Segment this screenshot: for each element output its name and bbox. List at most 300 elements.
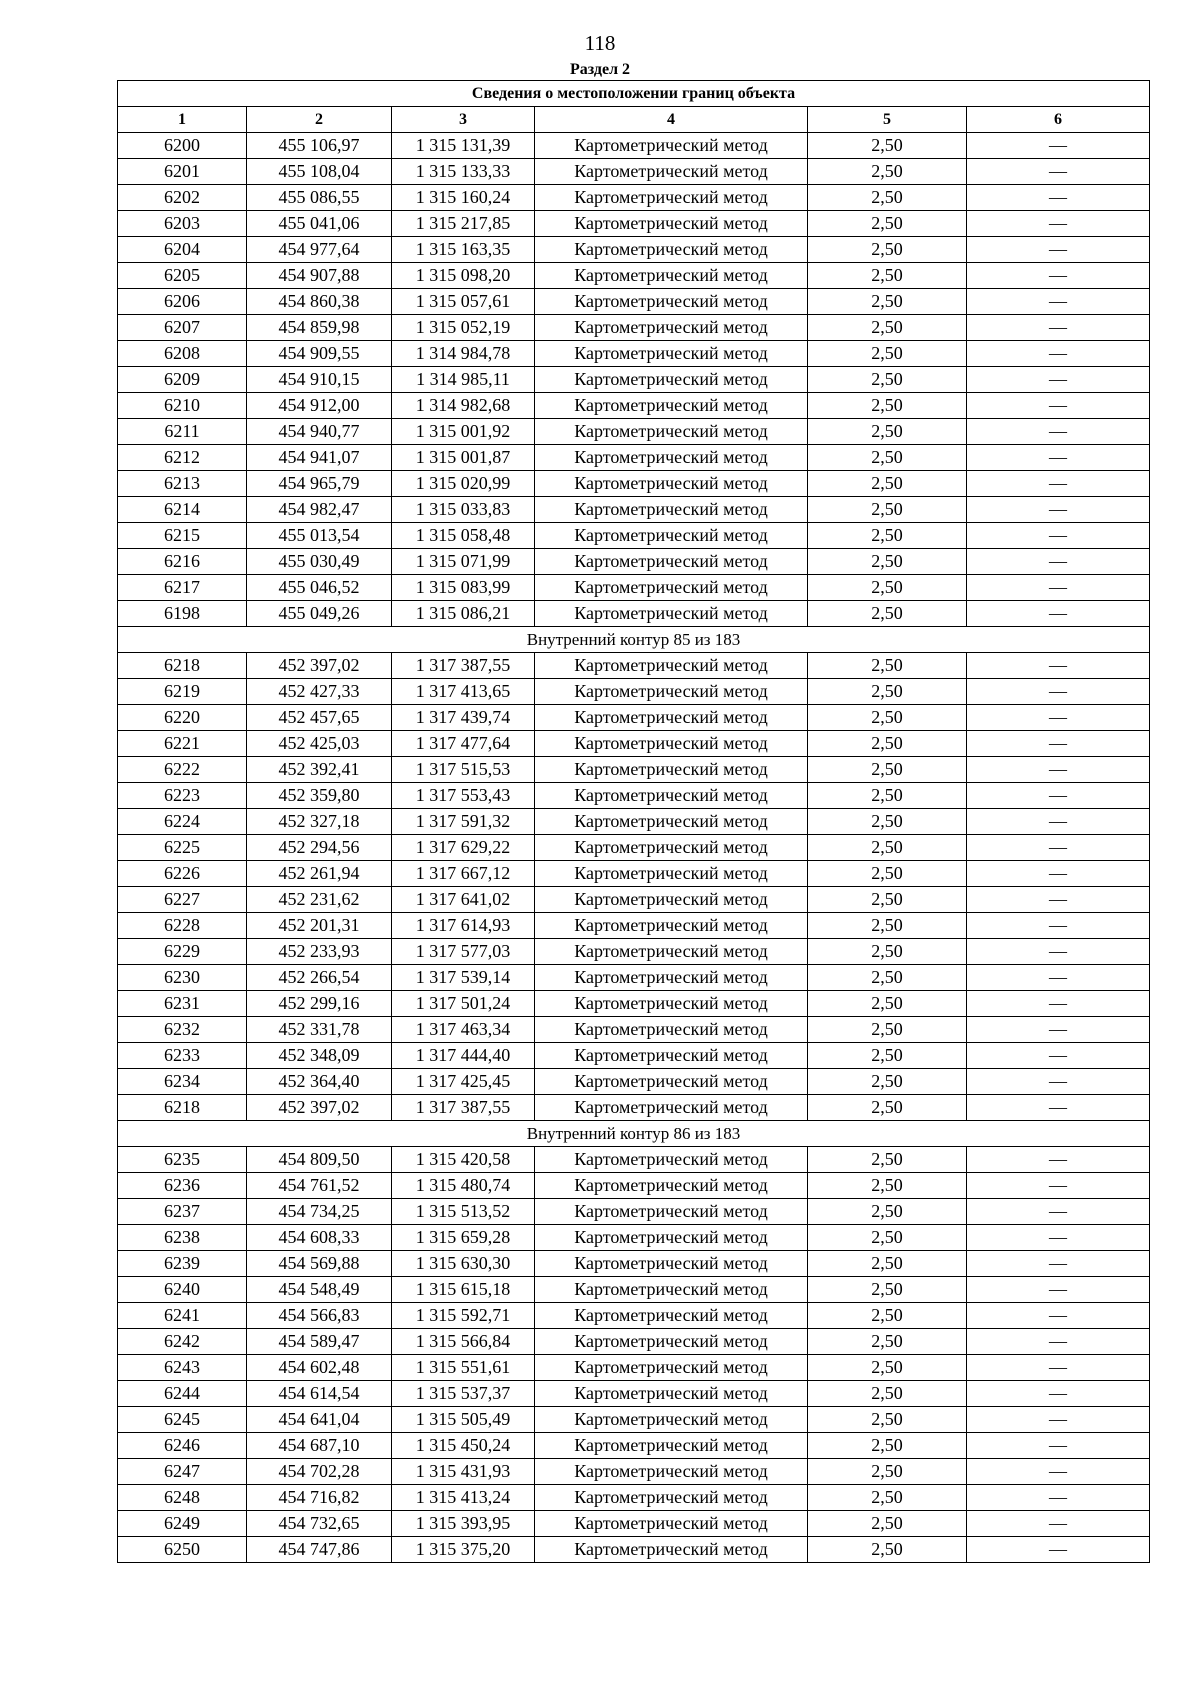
method-cell: Картометрический метод xyxy=(535,575,808,601)
description-cell: — xyxy=(967,523,1150,549)
description-cell: — xyxy=(967,913,1150,939)
table-row xyxy=(118,159,1150,185)
y-coordinate-cell: 1 315 033,83 xyxy=(392,497,535,523)
accuracy-cell: 2,50 xyxy=(808,575,967,601)
accuracy-cell: 2,50 xyxy=(808,1511,967,1537)
description-cell: — xyxy=(967,1147,1150,1173)
y-coordinate-cell: 1 315 052,19 xyxy=(392,315,535,341)
y-coordinate-cell: 1 317 439,74 xyxy=(392,705,535,731)
table-row xyxy=(118,1043,1150,1069)
description-cell: — xyxy=(967,315,1150,341)
accuracy-cell: 2,50 xyxy=(808,861,967,887)
table-row xyxy=(118,185,1150,211)
point-number-cell: 6224 xyxy=(118,809,247,835)
method-cell: Картометрический метод xyxy=(535,601,808,627)
table-row xyxy=(118,263,1150,289)
y-coordinate-cell: 1 315 420,58 xyxy=(392,1147,535,1173)
method-cell: Картометрический метод xyxy=(535,1485,808,1511)
table-row xyxy=(118,341,1150,367)
description-cell: — xyxy=(967,601,1150,627)
point-number-cell: 6229 xyxy=(118,939,247,965)
table-row xyxy=(118,965,1150,991)
x-coordinate-cell: 454 702,28 xyxy=(247,1459,392,1485)
accuracy-cell: 2,50 xyxy=(808,1459,967,1485)
accuracy-cell: 2,50 xyxy=(808,211,967,237)
description-cell: — xyxy=(967,1303,1150,1329)
table-row xyxy=(118,809,1150,835)
point-number-cell: 6235 xyxy=(118,1147,247,1173)
accuracy-cell: 2,50 xyxy=(808,965,967,991)
x-coordinate-cell: 452 233,93 xyxy=(247,939,392,965)
y-coordinate-cell: 1 315 431,93 xyxy=(392,1459,535,1485)
table-row xyxy=(118,237,1150,263)
accuracy-cell: 2,50 xyxy=(808,1537,967,1563)
x-coordinate-cell: 454 569,88 xyxy=(247,1251,392,1277)
x-coordinate-cell: 455 108,04 xyxy=(247,159,392,185)
method-cell: Картометрический метод xyxy=(535,315,808,341)
y-coordinate-cell: 1 317 444,40 xyxy=(392,1043,535,1069)
method-cell: Картометрический метод xyxy=(535,1173,808,1199)
accuracy-cell: 2,50 xyxy=(808,523,967,549)
y-coordinate-cell: 1 315 131,39 xyxy=(392,133,535,159)
method-cell: Картометрический метод xyxy=(535,1303,808,1329)
accuracy-cell: 2,50 xyxy=(808,497,967,523)
y-coordinate-cell: 1 315 001,92 xyxy=(392,419,535,445)
y-coordinate-cell: 1 317 629,22 xyxy=(392,835,535,861)
table-row xyxy=(118,1147,1150,1173)
y-coordinate-cell: 1 315 551,61 xyxy=(392,1355,535,1381)
x-coordinate-cell: 454 907,88 xyxy=(247,263,392,289)
point-number-cell: 6225 xyxy=(118,835,247,861)
description-cell: — xyxy=(967,575,1150,601)
x-coordinate-cell: 454 809,50 xyxy=(247,1147,392,1173)
method-cell: Картометрический метод xyxy=(535,497,808,523)
accuracy-cell: 2,50 xyxy=(808,185,967,211)
table-row xyxy=(118,1381,1150,1407)
description-cell: — xyxy=(967,1225,1150,1251)
x-coordinate-cell: 454 548,49 xyxy=(247,1277,392,1303)
y-coordinate-cell: 1 314 984,78 xyxy=(392,341,535,367)
x-coordinate-cell: 455 013,54 xyxy=(247,523,392,549)
point-number-cell: 6215 xyxy=(118,523,247,549)
accuracy-cell: 2,50 xyxy=(808,1485,967,1511)
accuracy-cell: 2,50 xyxy=(808,1381,967,1407)
y-coordinate-cell: 1 317 591,32 xyxy=(392,809,535,835)
method-cell: Картометрический метод xyxy=(535,783,808,809)
x-coordinate-cell: 452 364,40 xyxy=(247,1069,392,1095)
method-cell: Картометрический метод xyxy=(535,1407,808,1433)
x-coordinate-cell: 454 940,77 xyxy=(247,419,392,445)
column-header: 4 xyxy=(535,107,808,133)
y-coordinate-cell: 1 314 982,68 xyxy=(392,393,535,419)
x-coordinate-cell: 452 392,41 xyxy=(247,757,392,783)
y-coordinate-cell: 1 315 450,24 xyxy=(392,1433,535,1459)
table-row xyxy=(118,497,1150,523)
x-coordinate-cell: 452 331,78 xyxy=(247,1017,392,1043)
x-coordinate-cell: 454 716,82 xyxy=(247,1485,392,1511)
accuracy-cell: 2,50 xyxy=(808,315,967,341)
y-coordinate-cell: 1 315 083,99 xyxy=(392,575,535,601)
table-row xyxy=(118,419,1150,445)
table-row xyxy=(118,445,1150,471)
accuracy-cell: 2,50 xyxy=(808,1303,967,1329)
table-row xyxy=(118,1407,1150,1433)
point-number-cell: 6249 xyxy=(118,1511,247,1537)
y-coordinate-cell: 1 315 375,20 xyxy=(392,1537,535,1563)
accuracy-cell: 2,50 xyxy=(808,1355,967,1381)
method-cell: Картометрический метод xyxy=(535,341,808,367)
accuracy-cell: 2,50 xyxy=(808,341,967,367)
description-cell: — xyxy=(967,1485,1150,1511)
accuracy-cell: 2,50 xyxy=(808,1329,967,1355)
x-coordinate-cell: 454 982,47 xyxy=(247,497,392,523)
y-coordinate-cell: 1 317 667,12 xyxy=(392,861,535,887)
y-coordinate-cell: 1 315 001,87 xyxy=(392,445,535,471)
accuracy-cell: 2,50 xyxy=(808,757,967,783)
accuracy-cell: 2,50 xyxy=(808,705,967,731)
method-cell: Картометрический метод xyxy=(535,1017,808,1043)
method-cell: Картометрический метод xyxy=(535,393,808,419)
accuracy-cell: 2,50 xyxy=(808,913,967,939)
description-cell: — xyxy=(967,783,1150,809)
table-row xyxy=(118,211,1150,237)
table-row xyxy=(118,783,1150,809)
point-number-cell: 6223 xyxy=(118,783,247,809)
method-cell: Картометрический метод xyxy=(535,1381,808,1407)
y-coordinate-cell: 1 317 387,55 xyxy=(392,653,535,679)
x-coordinate-cell: 455 049,26 xyxy=(247,601,392,627)
method-cell: Картометрический метод xyxy=(535,471,808,497)
method-cell: Картометрический метод xyxy=(535,1147,808,1173)
x-coordinate-cell: 455 086,55 xyxy=(247,185,392,211)
description-cell: — xyxy=(967,861,1150,887)
y-coordinate-cell: 1 317 463,34 xyxy=(392,1017,535,1043)
x-coordinate-cell: 454 734,25 xyxy=(247,1199,392,1225)
x-coordinate-cell: 454 614,54 xyxy=(247,1381,392,1407)
point-number-cell: 6216 xyxy=(118,549,247,575)
y-coordinate-cell: 1 315 133,33 xyxy=(392,159,535,185)
point-number-cell: 6209 xyxy=(118,367,247,393)
method-cell: Картометрический метод xyxy=(535,1095,808,1121)
y-coordinate-cell: 1 315 615,18 xyxy=(392,1277,535,1303)
point-number-cell: 6204 xyxy=(118,237,247,263)
y-coordinate-cell: 1 315 020,99 xyxy=(392,471,535,497)
description-cell: — xyxy=(967,1277,1150,1303)
point-number-cell: 6218 xyxy=(118,1095,247,1121)
point-number-cell: 6218 xyxy=(118,653,247,679)
table-row xyxy=(118,1459,1150,1485)
y-coordinate-cell: 1 315 505,49 xyxy=(392,1407,535,1433)
table-row xyxy=(118,1433,1150,1459)
description-cell: — xyxy=(967,679,1150,705)
section-title: Раздел 2 xyxy=(569,61,631,78)
point-number-cell: 6232 xyxy=(118,1017,247,1043)
accuracy-cell: 2,50 xyxy=(808,263,967,289)
x-coordinate-cell: 454 747,86 xyxy=(247,1537,392,1563)
method-cell: Картометрический метод xyxy=(535,705,808,731)
y-coordinate-cell: 1 314 985,11 xyxy=(392,367,535,393)
table-row xyxy=(118,835,1150,861)
table-row xyxy=(118,471,1150,497)
x-coordinate-cell: 454 977,64 xyxy=(247,237,392,263)
method-cell: Картометрический метод xyxy=(535,237,808,263)
description-cell: — xyxy=(967,185,1150,211)
point-number-cell: 6207 xyxy=(118,315,247,341)
point-number-cell: 6244 xyxy=(118,1381,247,1407)
table-row xyxy=(118,549,1150,575)
description-cell: — xyxy=(967,1017,1150,1043)
point-number-cell: 6212 xyxy=(118,445,247,471)
point-number-cell: 6250 xyxy=(118,1537,247,1563)
method-cell: Картометрический метод xyxy=(535,1199,808,1225)
x-coordinate-cell: 455 046,52 xyxy=(247,575,392,601)
description-cell: — xyxy=(967,939,1150,965)
accuracy-cell: 2,50 xyxy=(808,679,967,705)
x-coordinate-cell: 452 397,02 xyxy=(247,1095,392,1121)
table-row xyxy=(118,1329,1150,1355)
accuracy-cell: 2,50 xyxy=(808,939,967,965)
y-coordinate-cell: 1 315 098,20 xyxy=(392,263,535,289)
point-number-cell: 6226 xyxy=(118,861,247,887)
point-number-cell: 6203 xyxy=(118,211,247,237)
description-cell: — xyxy=(967,1095,1150,1121)
point-number-cell: 6201 xyxy=(118,159,247,185)
table-row xyxy=(118,393,1150,419)
column-number-row xyxy=(118,107,1150,133)
x-coordinate-cell: 452 327,18 xyxy=(247,809,392,835)
method-cell: Картометрический метод xyxy=(535,809,808,835)
description-cell: — xyxy=(967,471,1150,497)
description-cell: — xyxy=(967,991,1150,1017)
method-cell: Картометрический метод xyxy=(535,185,808,211)
point-number-cell: 6202 xyxy=(118,185,247,211)
method-cell: Картометрический метод xyxy=(535,419,808,445)
table-row xyxy=(118,991,1150,1017)
y-coordinate-cell: 1 315 592,71 xyxy=(392,1303,535,1329)
table-row xyxy=(118,1095,1150,1121)
method-cell: Картометрический метод xyxy=(535,913,808,939)
description-cell: — xyxy=(967,835,1150,861)
description-cell: — xyxy=(967,809,1150,835)
method-cell: Картометрический метод xyxy=(535,159,808,185)
method-cell: Картометрический метод xyxy=(535,965,808,991)
point-number-cell: 6210 xyxy=(118,393,247,419)
table-row xyxy=(118,653,1150,679)
accuracy-cell: 2,50 xyxy=(808,1199,967,1225)
point-number-cell: 6206 xyxy=(118,289,247,315)
method-cell: Картометрический метод xyxy=(535,679,808,705)
x-coordinate-cell: 454 941,07 xyxy=(247,445,392,471)
table-row xyxy=(118,1355,1150,1381)
accuracy-cell: 2,50 xyxy=(808,237,967,263)
method-cell: Картометрический метод xyxy=(535,211,808,237)
description-cell: — xyxy=(967,133,1150,159)
y-coordinate-cell: 1 315 057,61 xyxy=(392,289,535,315)
point-number-cell: 6245 xyxy=(118,1407,247,1433)
method-cell: Картометрический метод xyxy=(535,289,808,315)
description-cell: — xyxy=(967,757,1150,783)
method-cell: Картометрический метод xyxy=(535,523,808,549)
method-cell: Картометрический метод xyxy=(535,367,808,393)
y-coordinate-cell: 1 315 160,24 xyxy=(392,185,535,211)
point-number-cell: 6220 xyxy=(118,705,247,731)
x-coordinate-cell: 454 641,04 xyxy=(247,1407,392,1433)
boundary-table xyxy=(117,80,1150,1563)
x-coordinate-cell: 452 348,09 xyxy=(247,1043,392,1069)
method-cell: Картометрический метод xyxy=(535,1043,808,1069)
x-coordinate-cell: 452 359,80 xyxy=(247,783,392,809)
table-row xyxy=(118,575,1150,601)
column-header: 2 xyxy=(247,107,392,133)
y-coordinate-cell: 1 315 630,30 xyxy=(392,1251,535,1277)
accuracy-cell: 2,50 xyxy=(808,601,967,627)
x-coordinate-cell: 455 106,97 xyxy=(247,133,392,159)
method-cell: Картометрический метод xyxy=(535,1459,808,1485)
point-number-cell: 6242 xyxy=(118,1329,247,1355)
contour-header-row xyxy=(118,1121,1150,1147)
table-row xyxy=(118,1069,1150,1095)
table-row xyxy=(118,367,1150,393)
accuracy-cell: 2,50 xyxy=(808,1017,967,1043)
table-row xyxy=(118,1303,1150,1329)
y-coordinate-cell: 1 315 071,99 xyxy=(392,549,535,575)
x-coordinate-cell: 454 566,83 xyxy=(247,1303,392,1329)
y-coordinate-cell: 1 317 413,65 xyxy=(392,679,535,705)
table-row xyxy=(118,757,1150,783)
table-row xyxy=(118,705,1150,731)
method-cell: Картометрический метод xyxy=(535,1225,808,1251)
accuracy-cell: 2,50 xyxy=(808,1251,967,1277)
accuracy-cell: 2,50 xyxy=(808,393,967,419)
x-coordinate-cell: 454 910,15 xyxy=(247,367,392,393)
method-cell: Картометрический метод xyxy=(535,445,808,471)
accuracy-cell: 2,50 xyxy=(808,1433,967,1459)
x-coordinate-cell: 452 231,62 xyxy=(247,887,392,913)
description-cell: — xyxy=(967,419,1150,445)
table-row xyxy=(118,1173,1150,1199)
method-cell: Картометрический метод xyxy=(535,939,808,965)
table-body xyxy=(118,133,1150,1563)
y-coordinate-cell: 1 315 513,52 xyxy=(392,1199,535,1225)
description-cell: — xyxy=(967,237,1150,263)
point-number-cell: 6219 xyxy=(118,679,247,705)
table-row xyxy=(118,1017,1150,1043)
x-coordinate-cell: 454 909,55 xyxy=(247,341,392,367)
method-cell: Картометрический метод xyxy=(535,1433,808,1459)
description-cell: — xyxy=(967,549,1150,575)
description-cell: — xyxy=(967,705,1150,731)
y-coordinate-cell: 1 317 477,64 xyxy=(392,731,535,757)
point-number-cell: 6213 xyxy=(118,471,247,497)
accuracy-cell: 2,50 xyxy=(808,783,967,809)
x-coordinate-cell: 454 732,65 xyxy=(247,1511,392,1537)
description-cell: — xyxy=(967,1355,1150,1381)
table-row xyxy=(118,887,1150,913)
accuracy-cell: 2,50 xyxy=(808,887,967,913)
accuracy-cell: 2,50 xyxy=(808,445,967,471)
description-cell: — xyxy=(967,367,1150,393)
y-coordinate-cell: 1 317 641,02 xyxy=(392,887,535,913)
method-cell: Картометрический метод xyxy=(535,731,808,757)
x-coordinate-cell: 452 299,16 xyxy=(247,991,392,1017)
x-coordinate-cell: 454 608,33 xyxy=(247,1225,392,1251)
point-number-cell: 6238 xyxy=(118,1225,247,1251)
table-row xyxy=(118,1485,1150,1511)
point-number-cell: 6231 xyxy=(118,991,247,1017)
description-cell: — xyxy=(967,497,1150,523)
y-coordinate-cell: 1 317 614,93 xyxy=(392,913,535,939)
point-number-cell: 6239 xyxy=(118,1251,247,1277)
point-number-cell: 6208 xyxy=(118,341,247,367)
method-cell: Картометрический метод xyxy=(535,1355,808,1381)
x-coordinate-cell: 455 030,49 xyxy=(247,549,392,575)
description-cell: — xyxy=(967,731,1150,757)
accuracy-cell: 2,50 xyxy=(808,1095,967,1121)
table-row xyxy=(118,523,1150,549)
table-row xyxy=(118,731,1150,757)
column-header: 6 xyxy=(967,107,1150,133)
description-cell: — xyxy=(967,445,1150,471)
x-coordinate-cell: 455 041,06 xyxy=(247,211,392,237)
description-cell: — xyxy=(967,1407,1150,1433)
y-coordinate-cell: 1 317 387,55 xyxy=(392,1095,535,1121)
description-cell: — xyxy=(967,1459,1150,1485)
table-row xyxy=(118,1277,1150,1303)
table-row xyxy=(118,939,1150,965)
x-coordinate-cell: 452 457,65 xyxy=(247,705,392,731)
y-coordinate-cell: 1 317 539,14 xyxy=(392,965,535,991)
point-number-cell: 6205 xyxy=(118,263,247,289)
description-cell: — xyxy=(967,1511,1150,1537)
table-row xyxy=(118,679,1150,705)
point-number-cell: 6233 xyxy=(118,1043,247,1069)
accuracy-cell: 2,50 xyxy=(808,653,967,679)
description-cell: — xyxy=(967,1381,1150,1407)
description-cell: — xyxy=(967,263,1150,289)
accuracy-cell: 2,50 xyxy=(808,419,967,445)
point-number-cell: 6228 xyxy=(118,913,247,939)
method-cell: Картометрический метод xyxy=(535,1537,808,1563)
accuracy-cell: 2,50 xyxy=(808,549,967,575)
point-number-cell: 6243 xyxy=(118,1355,247,1381)
contour-label: Внутренний контур 85 из 183 xyxy=(118,627,1150,653)
contour-header-row xyxy=(118,627,1150,653)
point-number-cell: 6241 xyxy=(118,1303,247,1329)
method-cell: Картометрический метод xyxy=(535,1329,808,1355)
table-head xyxy=(118,81,1150,133)
table-caption-row xyxy=(118,81,1150,107)
table-row xyxy=(118,601,1150,627)
accuracy-cell: 2,50 xyxy=(808,1407,967,1433)
point-number-cell: 6236 xyxy=(118,1173,247,1199)
x-coordinate-cell: 454 687,10 xyxy=(247,1433,392,1459)
accuracy-cell: 2,50 xyxy=(808,1277,967,1303)
method-cell: Картометрический метод xyxy=(535,861,808,887)
description-cell: — xyxy=(967,1329,1150,1355)
x-coordinate-cell: 454 859,98 xyxy=(247,315,392,341)
table-row xyxy=(118,289,1150,315)
description-cell: — xyxy=(967,887,1150,913)
method-cell: Картометрический метод xyxy=(535,1511,808,1537)
point-number-cell: 6211 xyxy=(118,419,247,445)
description-cell: — xyxy=(967,1537,1150,1563)
y-coordinate-cell: 1 315 086,21 xyxy=(392,601,535,627)
point-number-cell: 6234 xyxy=(118,1069,247,1095)
accuracy-cell: 2,50 xyxy=(808,1069,967,1095)
x-coordinate-cell: 452 201,31 xyxy=(247,913,392,939)
point-number-cell: 6198 xyxy=(118,601,247,627)
y-coordinate-cell: 1 315 217,85 xyxy=(392,211,535,237)
